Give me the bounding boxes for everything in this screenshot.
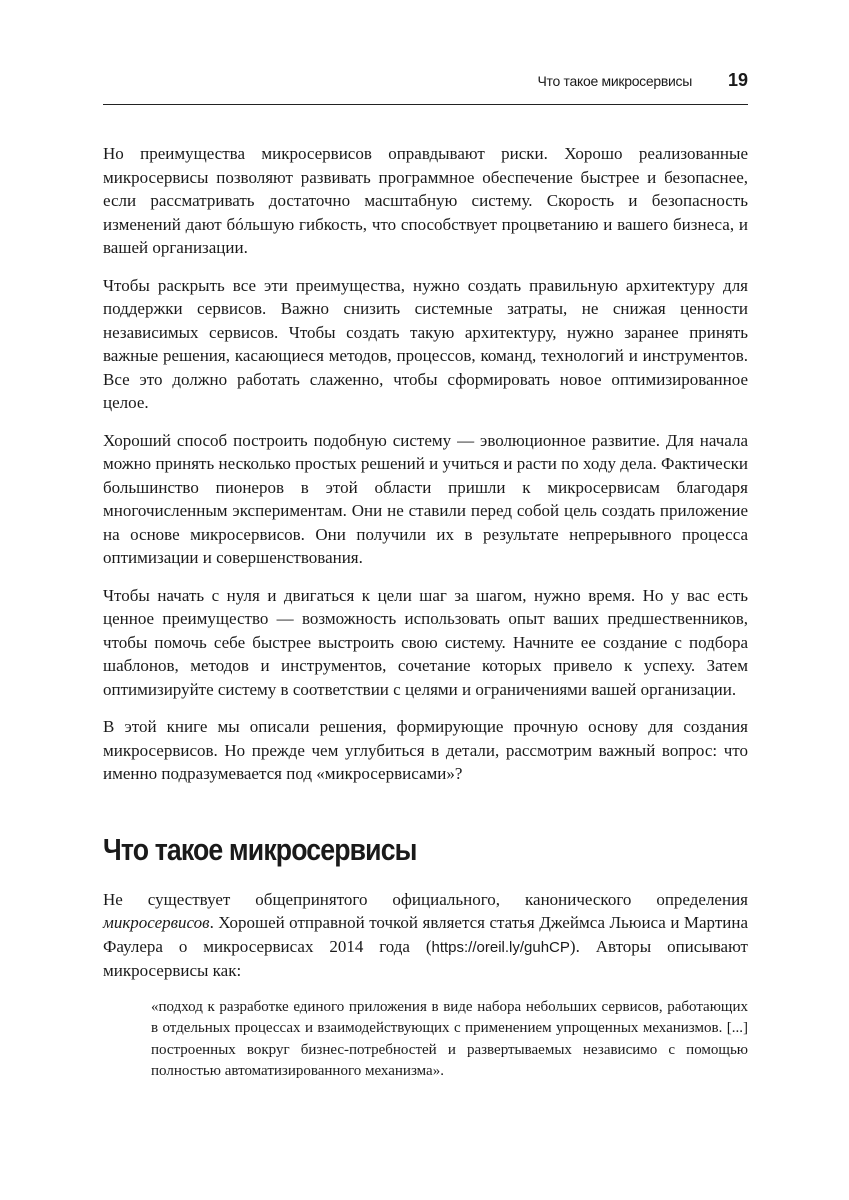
paragraph: В этой книге мы описали решения, формирующие прочную основу для создания микросервисов. Но прежде чем углубиться в детали, рассмотрим важный вопрос: что именно подразумевается под «микросервисами»? [103, 717, 748, 783]
book-page [103, 70, 748, 1083]
paragraph: Хороший способ построить подобную систему — эволюционное развитие. Для начала можно принять несколько простых решений и учиться и расти по ходу дела. Фактически большинство пионеров в этой области пришли к микросервисам благодаря многочисленным экспериментам. Они не ставили перед собой цель создать приложение на основе микросервисов. Они получили их в результате непрерывного процесса оптимизации и совершенствования. [103, 430, 748, 567]
section-intro-paragraph [103, 888, 748, 983]
page-number: 19 [727, 70, 748, 90]
running-header [103, 70, 748, 105]
paragraph: Но преимущества микросервисов оправдывают риски. Хорошо реализованные микросервисы позволяют развивать программное обеспечение быстрее и безопаснее, если рассматривать достаточно масштабную систему. Скорость и безопасность изменений дают бóльшую гибкость, что способствует процветанию и вашего бизнеса, и вашей организации. [103, 144, 748, 257]
paragraph: Чтобы раскрыть все эти преимущества, нужно создать правильную архитектуру для поддержки сервисов. Важно снизить системные затраты, не снижая ценности независимых сервисов. Чтобы создать такую архитектуру, нужно заранее принять важные решения, касающиеся методов, процессов, команд, технологий и инструментов. Все это должно работать слаженно, чтобы сформировать новое оптимизированное целое. [103, 275, 748, 412]
definition-quote: «подход к разработке единого приложения в виде набора небольших сервисов, работающих в отдельных процессах и взаимодействующих с применением упрощенных механизмов. [...] построенных вокруг бизнес-потребностей и развертываемых независимо с помощью полностью автоматизированного механизма». [151, 998, 748, 1079]
intro-text: Не существует общепринятого официального, канонического определения [103, 889, 748, 909]
paragraph: Чтобы начать с нуля и двигаться к цели шаг за шагом, нужно время. Но у вас есть ценное преимущество — возможность использовать опыт ваших предшественников, чтобы помочь себе быстрее выстроить свою систему. Начните ее создание с подбора шаблонов, методов и инструментов, сочетание которых привело к успеху. Затем оптимизируйте систему в соответствии с целями и ограничениями вашей организации. [103, 585, 748, 699]
intro-text: . Хорошей отправной точкой является статья Джеймса Льюиса и Мартина Фаулера о микросервисах 2014 года ( [103, 913, 748, 956]
intro-text: ). Авторы описывают микросервисы как: [103, 936, 748, 980]
section-heading: Что такое микросервисы [103, 831, 417, 867]
article-link[interactable]: https://oreil.ly/guhCP [431, 938, 570, 956]
running-title: Что такое микросервисы [537, 73, 692, 89]
defined-term: микросервисов [103, 913, 210, 932]
